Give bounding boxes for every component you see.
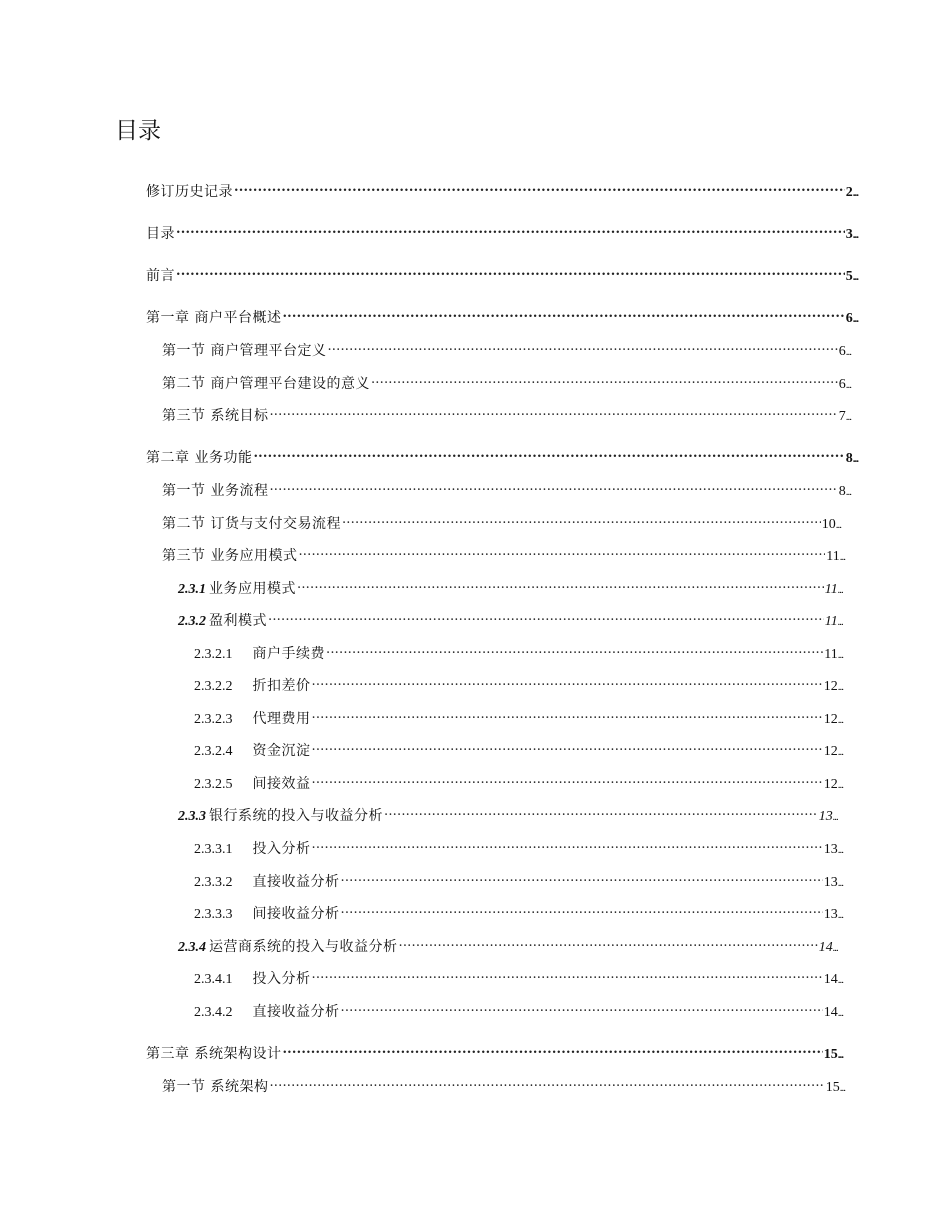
- toc-entry[interactable]: [146, 300, 858, 326]
- toc-entry-label: 第二节 订货与支付交易流程: [162, 516, 341, 532]
- toc-entry-number: 2.3.4.1: [194, 972, 233, 987]
- toc-entry-label: 第一节 商户管理平台定义: [162, 343, 327, 359]
- toc-entry-number: 2.3.4: [178, 940, 206, 955]
- toc-entry-label: 前言: [146, 268, 175, 284]
- toc-entry-label: 商户手续费: [252, 646, 325, 662]
- toc-entry-number: 2.3.3.2: [194, 875, 233, 890]
- toc-entry-number: 2.3.3.3: [194, 907, 233, 922]
- toc-entry-page-number: 10 ...: [822, 514, 841, 536]
- toc-entry-number: 2.3.2.1: [194, 647, 233, 662]
- toc-entry-label: 间接收益分析: [252, 906, 340, 922]
- toc-entry-page-number: 13 ...: [824, 839, 843, 861]
- toc-dot-leader: [312, 831, 823, 853]
- toc-dot-leader: [282, 300, 844, 322]
- toc-entry-label: 盈利模式: [209, 613, 267, 629]
- toc-entry-number: 2.3.2.3: [194, 712, 233, 727]
- toc-entry[interactable]: [162, 506, 841, 532]
- toc-entry-number: 2.3.2.5: [194, 777, 233, 792]
- toc-entry-number: 2.3.2.4: [194, 744, 233, 759]
- toc-entry-page-number: 11 ...: [825, 611, 843, 633]
- toc-entry-page-number: 8 ...: [846, 448, 858, 470]
- toc-entry[interactable]: [194, 994, 843, 1020]
- toc-entry-page-number: 12 ...: [824, 774, 843, 796]
- toc-entry[interactable]: [162, 473, 851, 499]
- toc-entry-page-number: 6 ...: [846, 308, 858, 330]
- toc-entry-number: 2.3.4.2: [194, 1005, 233, 1020]
- toc-entry-number: 2.3.3: [178, 809, 206, 824]
- toc-entry[interactable]: [146, 216, 858, 242]
- toc-entry-label: 运营商系统的投入与收益分析: [209, 939, 398, 955]
- toc-dot-leader: [176, 216, 845, 238]
- toc-entry-label: 第一章 商户平台概述: [146, 310, 282, 326]
- toc-entry[interactable]: [146, 258, 858, 284]
- toc-entry[interactable]: [178, 571, 843, 597]
- toc-entry-label: 第一节 业务流程: [162, 483, 269, 499]
- toc-entry-label: 业务应用模式: [209, 581, 296, 597]
- toc-entry-page-number: 15 ...: [826, 1077, 845, 1099]
- toc-dot-leader: [399, 929, 818, 951]
- toc-dot-leader: [269, 473, 837, 495]
- toc-entry-label: 银行系统的投入与收益分析: [209, 808, 383, 824]
- toc-entry-label: 投入分析: [252, 841, 311, 857]
- toc-entry-label: 修订历史记录: [146, 184, 233, 200]
- toc-entry-label: 折扣差价: [252, 678, 311, 694]
- toc-dot-leader: [282, 1036, 822, 1058]
- toc-dot-leader: [176, 258, 845, 280]
- toc-entry-number: 2.3.2.2: [194, 679, 233, 694]
- toc-entry[interactable]: [146, 174, 858, 200]
- toc-dot-leader: [312, 701, 823, 723]
- toc-entry-page-number: 7 ...: [839, 406, 851, 428]
- toc-entry[interactable]: [146, 440, 858, 466]
- toc-entry-label: 直接收益分析: [252, 874, 340, 890]
- toc-dot-leader: [312, 766, 823, 788]
- toc-entry-label: 第三节 业务应用模式: [162, 548, 298, 564]
- toc-entry[interactable]: [162, 538, 845, 564]
- toc-entry-label: 代理费用: [252, 711, 311, 727]
- toc-dot-leader: [342, 506, 821, 528]
- toc-entry[interactable]: [194, 766, 843, 792]
- toc-dot-leader: [234, 174, 845, 196]
- toc-entry[interactable]: [178, 603, 843, 629]
- toc-entry-label: 第二节 商户管理平台建设的意义: [162, 376, 370, 392]
- toc-entry-page-number: 6 ...: [839, 341, 851, 363]
- toc-dot-leader: [341, 994, 823, 1016]
- toc-dot-leader: [384, 798, 818, 820]
- toc-entry[interactable]: [194, 668, 843, 694]
- toc-dot-leader: [298, 538, 825, 560]
- toc-entry-label: 第二章 业务功能: [146, 450, 253, 466]
- toc-entry-label: 直接收益分析: [252, 1004, 340, 1020]
- toc-entry-label: 资金沉淀: [252, 743, 311, 759]
- toc-entry-page-number: 13 ...: [824, 904, 843, 926]
- toc-entry[interactable]: [178, 798, 838, 824]
- toc-dot-leader: [341, 864, 823, 886]
- toc-entry-page-number: 13 ...: [824, 872, 843, 894]
- toc-entry-label: 目录: [146, 226, 175, 242]
- toc-entry-label: 第三章 系统架构设计: [146, 1046, 282, 1062]
- toc-entry[interactable]: [162, 398, 851, 424]
- toc-dot-leader: [297, 571, 824, 593]
- toc-entry-page-number: 13 ...: [819, 806, 838, 828]
- toc-entry-page-number: 2 ...: [846, 182, 858, 204]
- toc-entry-page-number: 14 ...: [824, 1002, 843, 1024]
- toc-dot-leader: [312, 733, 823, 755]
- toc-entry-page-number: 15 ...: [824, 1044, 843, 1066]
- toc-entry-label: 第三节 系统目标: [162, 408, 269, 424]
- toc-dot-leader: [326, 636, 823, 658]
- toc-entry-label: 间接效益: [252, 776, 311, 792]
- toc-entry-page-number: 6 ...: [839, 374, 851, 396]
- toc-entry-page-number: 14 ...: [824, 969, 843, 991]
- toc-entry[interactable]: [146, 1036, 843, 1062]
- toc-entry-label: 第一节 系统架构: [162, 1079, 269, 1095]
- toc-entry[interactable]: [194, 636, 843, 662]
- toc-entry-page-number: 11 ...: [825, 579, 843, 601]
- toc-entry-page-number: 11 ...: [824, 644, 843, 666]
- toc-entry-number: 2.3.2: [178, 614, 206, 629]
- toc-dot-leader: [269, 398, 837, 420]
- toc-entry-page-number: 8 ...: [839, 481, 851, 503]
- toc-entry-label: 投入分析: [252, 971, 311, 987]
- toc-entry-number: 2.3.1: [178, 582, 206, 597]
- toc-dot-leader: [253, 440, 844, 462]
- toc-dot-leader: [312, 668, 823, 690]
- toc-title: 目录: [115, 118, 161, 144]
- toc-entry[interactable]: [162, 1069, 845, 1095]
- toc-entry-page-number: 14 ...: [819, 937, 838, 959]
- toc-dot-leader: [341, 896, 823, 918]
- toc-entry-page-number: 3 ...: [846, 224, 858, 246]
- toc-entry[interactable]: [194, 896, 843, 922]
- toc-entry[interactable]: [162, 366, 851, 392]
- toc-entry[interactable]: [194, 701, 843, 727]
- toc-dot-leader: [371, 366, 838, 388]
- toc-entry[interactable]: [162, 333, 851, 359]
- toc-entry-page-number: 5 ...: [846, 266, 858, 288]
- toc-entry[interactable]: [194, 733, 843, 759]
- toc-dot-leader: [312, 961, 823, 983]
- toc-entry-number: 2.3.3.1: [194, 842, 233, 857]
- toc-entry[interactable]: [194, 961, 843, 987]
- toc-dot-leader: [268, 603, 824, 625]
- toc-entry-page-number: 12 ...: [824, 741, 843, 763]
- toc-dot-leader: [327, 333, 837, 355]
- toc-entry-page-number: 12 ...: [824, 709, 843, 731]
- toc-entry[interactable]: [194, 831, 843, 857]
- toc-dot-leader: [269, 1069, 824, 1091]
- toc-entry[interactable]: [178, 929, 838, 955]
- toc-entry-page-number: 12 ...: [824, 676, 843, 698]
- toc-entry[interactable]: [194, 864, 843, 890]
- toc-entry-page-number: 11 ...: [826, 546, 845, 568]
